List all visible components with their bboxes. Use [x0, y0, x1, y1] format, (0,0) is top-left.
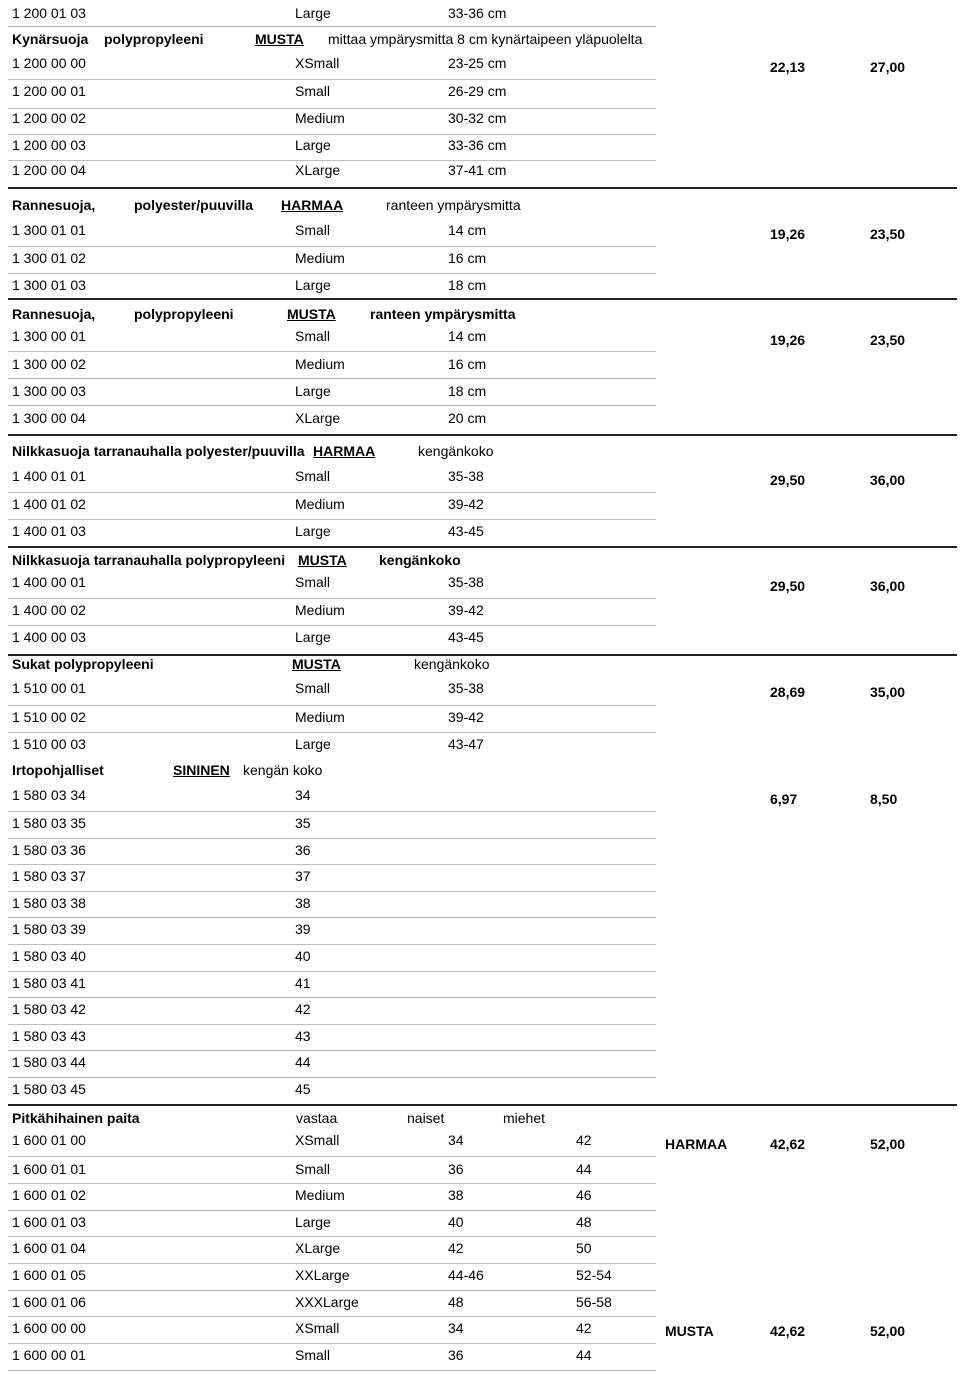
price-net: 19,26 [770, 332, 806, 348]
row-measure: 39-42 [448, 709, 484, 725]
price-gross: 36,00 [870, 578, 906, 594]
row-code: 1 580 03 44 [12, 1054, 86, 1070]
row-size: Large [295, 629, 331, 645]
row-measure: 43-47 [448, 736, 484, 752]
section-separator [8, 298, 957, 300]
price-gross: 23,50 [870, 332, 906, 348]
divider [8, 1050, 656, 1051]
row-women-size: 34 [448, 1320, 464, 1336]
row-men-size: 44 [576, 1161, 592, 1177]
row-code: 1 400 01 02 [12, 496, 86, 512]
section-color: MUSTA [298, 552, 347, 568]
row-code: 1 300 00 01 [12, 328, 86, 344]
row-women-size: 40 [448, 1214, 464, 1230]
section-color: MUSTA [292, 656, 341, 672]
divider [8, 79, 656, 80]
row-women-size: 36 [448, 1161, 464, 1177]
row-size: Small [295, 574, 331, 590]
row-size: XXXLarge [295, 1294, 359, 1310]
divider [8, 997, 656, 998]
row-code: 1 580 03 41 [12, 975, 86, 991]
row-measure: 20 cm [448, 410, 487, 426]
row-size: Large [295, 137, 331, 153]
row-measure: 43-45 [448, 523, 484, 539]
column-header-naiset: naiset [407, 1110, 445, 1126]
row-code: 1 300 00 03 [12, 383, 86, 399]
column-header-vastaa: vastaa [296, 1110, 338, 1126]
row-men-size: 56-58 [576, 1294, 612, 1310]
section-separator [8, 434, 957, 436]
row-code: 1 300 01 01 [12, 222, 86, 238]
row-size: Small [295, 83, 331, 99]
section-separator [8, 187, 957, 189]
divider [8, 1024, 656, 1025]
section-material: polyester/puuvilla [134, 197, 254, 213]
row-size: Large [295, 1214, 331, 1230]
row-size: Small [295, 328, 331, 344]
row-size: Medium [295, 602, 345, 618]
row-code: 1 600 01 04 [12, 1240, 86, 1256]
row-measure: 14 cm [448, 222, 487, 238]
row-code: 1 580 03 36 [12, 842, 86, 858]
row-size: Large [295, 5, 331, 21]
divider [8, 519, 656, 520]
price-net: 19,26 [770, 226, 806, 242]
row-code: 1 510 00 01 [12, 680, 86, 696]
section-color: HARMAA [313, 443, 376, 459]
row-code: 1 300 01 03 [12, 277, 86, 293]
section-note: ranteen ympärysmitta [370, 306, 516, 322]
section-color: MUSTA [287, 306, 336, 322]
row-women-size: 34 [448, 1132, 464, 1148]
divider [8, 864, 656, 865]
price-gross: 52,00 [870, 1323, 906, 1339]
section-note: kengänkoko [414, 656, 490, 672]
price-gross: 27,00 [870, 59, 906, 75]
row-women-size: 44-46 [448, 1267, 484, 1283]
row-measure: 39-42 [448, 602, 484, 618]
row-measure: 30-32 cm [448, 110, 507, 126]
row-size: XLarge [295, 162, 341, 178]
section-note: kengänkoko [418, 443, 494, 459]
row-code: 1 400 01 01 [12, 468, 86, 484]
row-code: 1 580 03 40 [12, 948, 86, 964]
row-code: 1 200 01 03 [12, 5, 86, 21]
row-code: 1 510 00 02 [12, 709, 86, 725]
section-separator [8, 1104, 957, 1106]
section-color: SININEN [173, 762, 230, 778]
price-net: 42,62 [770, 1323, 806, 1339]
divider [8, 625, 656, 626]
row-women-size: 38 [448, 1187, 464, 1203]
divider [8, 108, 656, 109]
divider [8, 492, 656, 493]
divider [8, 1316, 656, 1317]
row-size: Medium [295, 110, 345, 126]
row-size: Large [295, 277, 331, 293]
row-women-size: 42 [448, 1240, 464, 1256]
row-measure: 37-41 cm [448, 162, 507, 178]
row-measure: 33-36 cm [448, 137, 507, 153]
divider [8, 1156, 656, 1157]
section-separator [8, 546, 957, 548]
row-size: 36 [295, 842, 311, 858]
divider [8, 944, 656, 945]
row-code: 1 400 00 03 [12, 629, 86, 645]
row-size: XSmall [295, 1132, 340, 1148]
section-note: ranteen ympärysmitta [386, 197, 521, 213]
row-men-size: 52-54 [576, 1267, 612, 1283]
divider [8, 891, 656, 892]
divider [8, 1077, 656, 1078]
section-title: Irtopohjalliset [12, 762, 104, 778]
section-material: polypropyleeni [104, 31, 204, 47]
price-gross: 8,50 [870, 791, 898, 807]
row-men-size: 50 [576, 1240, 592, 1256]
row-size: 43 [295, 1028, 311, 1044]
row-men-size: 46 [576, 1187, 592, 1203]
price-gross: 35,00 [870, 684, 906, 700]
group-color: MUSTA [665, 1323, 714, 1339]
row-code: 1 200 00 03 [12, 137, 86, 153]
divider [8, 1343, 656, 1344]
row-measure: 35-38 [448, 680, 484, 696]
price-net: 6,97 [770, 791, 798, 807]
row-measure: 14 cm [448, 328, 487, 344]
divider [8, 1370, 656, 1371]
divider [8, 1290, 656, 1291]
row-measure: 43-45 [448, 629, 484, 645]
row-measure: 39-42 [448, 496, 484, 512]
row-code: 1 580 03 35 [12, 815, 86, 831]
section-note: kengän koko [243, 762, 323, 778]
row-code: 1 300 00 02 [12, 356, 86, 372]
section-title: Pitkähihainen paita [12, 1110, 140, 1126]
row-measure: 16 cm [448, 250, 487, 266]
row-code: 1 600 01 05 [12, 1267, 86, 1283]
row-code: 1 600 01 06 [12, 1294, 86, 1310]
row-code: 1 580 03 39 [12, 921, 86, 937]
row-size: 34 [295, 787, 311, 803]
price-net: 42,62 [770, 1136, 806, 1152]
row-size: XLarge [295, 1240, 341, 1256]
row-size: 37 [295, 868, 311, 884]
divider [8, 1236, 656, 1237]
divider [8, 917, 656, 918]
price-gross: 36,00 [870, 472, 906, 488]
row-men-size: 42 [576, 1132, 592, 1148]
divider [8, 26, 656, 27]
row-code: 1 300 00 04 [12, 410, 86, 426]
row-size: Large [295, 383, 331, 399]
price-gross: 23,50 [870, 226, 906, 242]
price-net: 29,50 [770, 578, 806, 594]
row-code: 1 600 01 00 [12, 1132, 86, 1148]
row-size: Small [295, 468, 331, 484]
group-color: HARMAA [665, 1136, 728, 1152]
row-size: 44 [295, 1054, 311, 1070]
section-note: kengänkoko [379, 552, 461, 568]
row-code: 1 200 00 04 [12, 162, 86, 178]
divider [8, 160, 656, 161]
divider [8, 405, 656, 406]
divider [8, 705, 656, 706]
section-title: Nilkkasuoja tarranauhalla polyester/puuvilla [12, 443, 305, 459]
divider [8, 732, 656, 733]
divider [8, 971, 656, 972]
row-code: 1 200 00 01 [12, 83, 86, 99]
row-women-size: 48 [448, 1294, 464, 1310]
row-code: 1 510 00 03 [12, 736, 86, 752]
row-code: 1 580 03 42 [12, 1001, 86, 1017]
row-size: 39 [295, 921, 311, 937]
divider [8, 351, 656, 352]
divider [8, 598, 656, 599]
row-code: 1 600 01 03 [12, 1214, 86, 1230]
row-measure: 35-38 [448, 468, 484, 484]
row-size: Large [295, 523, 331, 539]
section-color: MUSTA [255, 31, 304, 47]
row-size: Large [295, 736, 331, 752]
section-title: Rannesuoja, [12, 197, 96, 213]
section-title: Rannesuoja, [12, 306, 96, 322]
row-code: 1 400 01 03 [12, 523, 86, 539]
row-code: 1 580 03 38 [12, 895, 86, 911]
row-size: Small [295, 1347, 331, 1363]
row-size: XSmall [295, 1320, 340, 1336]
row-code: 1 400 00 01 [12, 574, 86, 590]
row-size: XLarge [295, 410, 341, 426]
row-men-size: 48 [576, 1214, 592, 1230]
row-size: 35 [295, 815, 311, 831]
row-women-size: 36 [448, 1347, 464, 1363]
price-net: 29,50 [770, 472, 806, 488]
row-code: 1 200 00 00 [12, 55, 86, 71]
row-men-size: 44 [576, 1347, 592, 1363]
row-size: 42 [295, 1001, 311, 1017]
row-size: Medium [295, 356, 345, 372]
row-code: 1 200 00 02 [12, 110, 86, 126]
row-measure: 33-36 cm [448, 5, 507, 21]
row-code: 1 600 01 02 [12, 1187, 86, 1203]
row-code: 1 300 01 02 [12, 250, 86, 266]
section-title: Nilkkasuoja tarranauhalla polypropyleeni [12, 552, 286, 568]
divider [8, 273, 656, 274]
row-size: 40 [295, 948, 311, 964]
row-size: 45 [295, 1081, 311, 1097]
section-title: Kynärsuoja [12, 31, 89, 47]
row-code: 1 400 00 02 [12, 602, 86, 618]
row-measure: 18 cm [448, 383, 487, 399]
divider [8, 838, 656, 839]
row-size: XXLarge [295, 1267, 350, 1283]
divider [8, 246, 656, 247]
row-size: XSmall [295, 55, 340, 71]
divider [8, 1210, 656, 1211]
row-measure: 18 cm [448, 277, 487, 293]
price-net: 22,13 [770, 59, 806, 75]
row-size: Medium [295, 709, 345, 725]
section-color: HARMAA [281, 197, 344, 213]
row-measure: 35-38 [448, 574, 484, 590]
row-code: 1 580 03 45 [12, 1081, 86, 1097]
row-code: 1 580 03 37 [12, 868, 86, 884]
row-code: 1 600 00 01 [12, 1347, 86, 1363]
divider [8, 1183, 656, 1184]
section-material: polypropyleeni [134, 306, 234, 322]
row-men-size: 42 [576, 1320, 592, 1336]
price-gross: 52,00 [870, 1136, 906, 1152]
row-code: 1 580 03 34 [12, 787, 86, 803]
row-measure: 16 cm [448, 356, 487, 372]
price-net: 28,69 [770, 684, 806, 700]
row-size: Small [295, 1161, 331, 1177]
divider [8, 134, 656, 135]
row-measure: 23-25 cm [448, 55, 507, 71]
row-size: Small [295, 222, 331, 238]
row-size: Medium [295, 496, 345, 512]
row-size: Medium [295, 250, 345, 266]
section-note: mittaa ympärysmitta 8 cm kynärtaipeen yläpuolelta [328, 31, 643, 47]
column-header-miehet: miehet [503, 1110, 546, 1126]
divider [8, 378, 656, 379]
row-size: 41 [295, 975, 311, 991]
row-code: 1 580 03 43 [12, 1028, 86, 1044]
divider [8, 811, 656, 812]
row-size: Medium [295, 1187, 345, 1203]
row-size: 38 [295, 895, 311, 911]
row-size: Small [295, 680, 331, 696]
section-title: Sukat polypropyleeni [12, 656, 154, 672]
row-code: 1 600 01 01 [12, 1161, 86, 1177]
row-code: 1 600 00 00 [12, 1320, 86, 1336]
divider [8, 1263, 656, 1264]
row-measure: 26-29 cm [448, 83, 507, 99]
